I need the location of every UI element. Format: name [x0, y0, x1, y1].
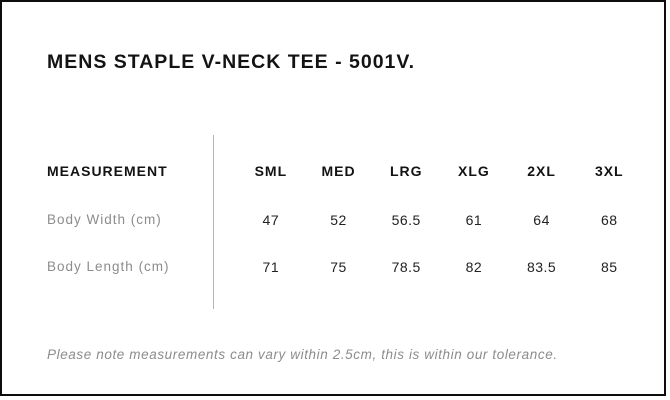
column-header-2xl: 2XL [527, 163, 556, 179]
column-header-3xl: 3XL [594, 163, 624, 179]
table-cell: 85 [600, 259, 618, 275]
column-header-measurement: MEASUREMENT [47, 163, 168, 179]
table-cell: 61 [465, 212, 483, 228]
table-cell: 47 [262, 212, 280, 228]
column-header-lrg: LRG [389, 163, 423, 179]
column-header-sml: SML [254, 163, 288, 179]
product-title: MENS STAPLE V-NECK TEE - 5001V. [47, 51, 416, 73]
table-cell: 68 [600, 212, 618, 228]
table-row-body-length [47, 259, 643, 275]
table-cell: 75 [330, 259, 347, 275]
tolerance-note: Please note measurements can vary within 2.5cm, this is within our tolerance. [47, 347, 558, 362]
row-label: Body Width (cm) [47, 212, 162, 227]
table-cell: 78.5 [391, 259, 421, 275]
column-header-med: MED [321, 163, 356, 179]
table-cell: 64 [533, 212, 550, 228]
table-cell: 56.5 [391, 212, 421, 228]
table-cell: 82 [465, 259, 483, 275]
row-label: Body Length (cm) [47, 259, 170, 274]
table-cell: 71 [262, 259, 280, 275]
table-cell: 83.5 [526, 259, 557, 275]
table-header-row [47, 163, 643, 179]
table-row-body-width [47, 212, 643, 228]
table-cell: 52 [330, 212, 347, 228]
column-header-xlg: XLG [458, 163, 490, 179]
